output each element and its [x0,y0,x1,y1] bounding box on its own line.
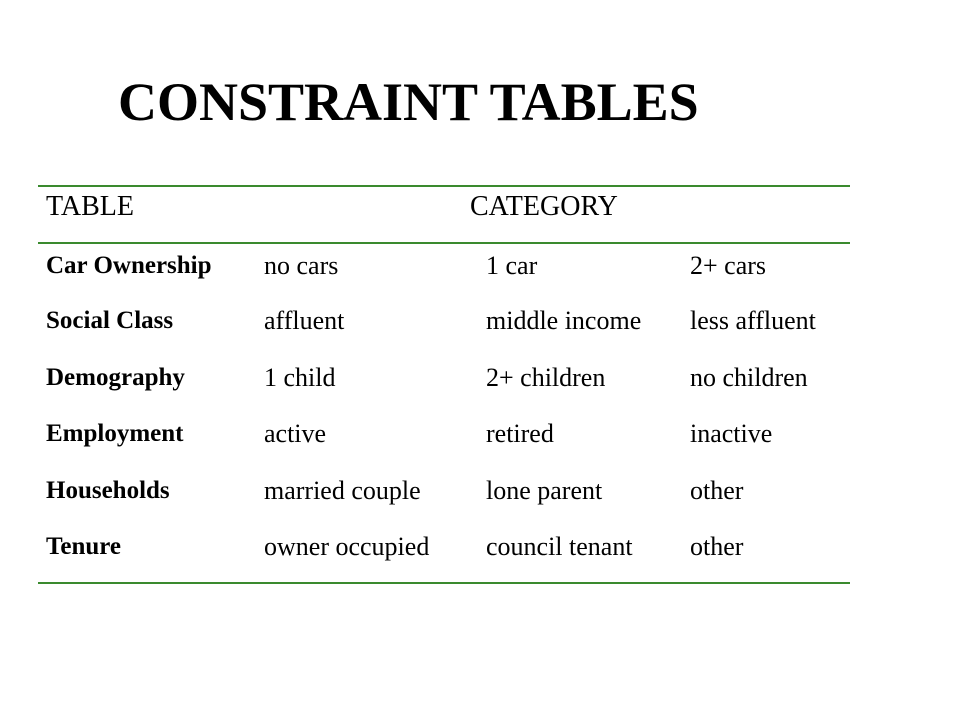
row-name: Demography [46,364,185,391]
category-cell: council tenant [486,532,633,561]
table-top-rule [38,185,850,187]
category-cell: retired [486,419,554,448]
category-cell: 2+ cars [690,251,767,280]
table-header-row [0,190,960,224]
slide-title: CONSTRAINT TABLES [118,72,699,132]
table-row-tenure [0,530,960,564]
category-cell: less affluent [690,306,816,335]
category-cell: middle income [486,306,642,335]
table-row-car-ownership [0,249,960,283]
row-name: Employment [46,420,184,447]
table-header-rule [38,242,850,244]
category-cell: other [690,476,744,505]
category-cell: other [690,532,744,561]
category-cell: no children [690,363,808,392]
table-row-employment [0,417,960,451]
table-row-social-class [0,304,960,338]
category-cell: lone parent [486,476,603,505]
category-cell: married couple [264,476,421,505]
header-table: TABLE [46,191,134,222]
category-cell: owner occupied [264,532,430,561]
category-cell: 2+ children [486,363,606,392]
header-category: CATEGORY [470,191,618,222]
table-row-demography [0,361,960,395]
category-cell: affluent [264,306,345,335]
category-cell: inactive [690,419,773,448]
table-bottom-rule [38,582,850,584]
category-cell: no cars [264,251,339,280]
category-cell: active [264,419,327,448]
row-name: Households [46,477,170,504]
category-cell: 1 car [486,251,538,280]
row-name: Social Class [46,307,174,334]
row-name: Car Ownership [46,252,212,279]
row-name: Tenure [46,533,122,560]
category-cell: 1 child [264,363,336,392]
table-row-households [0,474,960,508]
